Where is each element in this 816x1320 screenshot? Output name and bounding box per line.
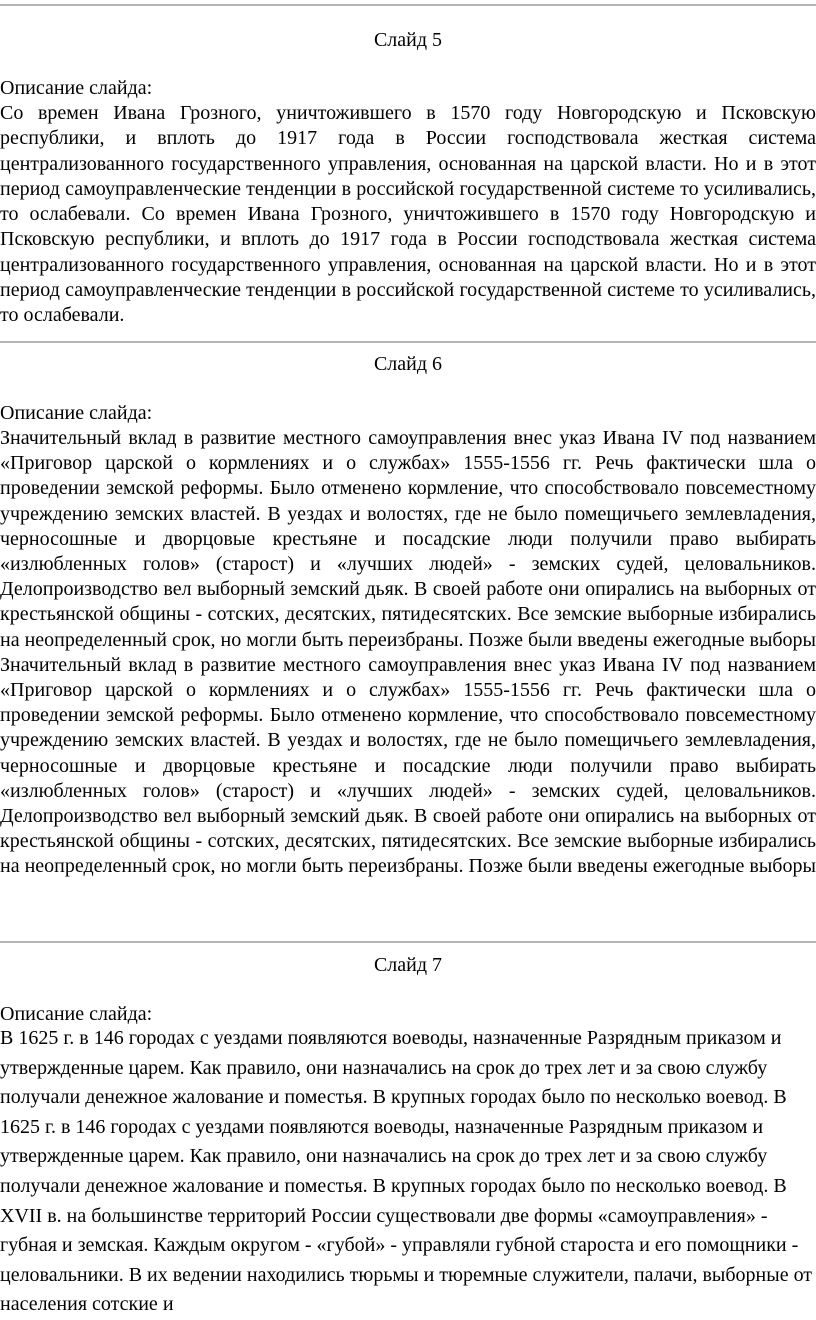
slide-description-text: В 1625 г. в 146 городах с уездами появляются воеводы, назначенные Разрядным приказом и утвержденные царем. Как правило, они назначались на срок до трех лет и за свою службу получали денежное жалование и поместья. В крупных городах было по несколько воевод. В 1625 г. в 146 городах с уездами появляются воеводы, назначенные Разрядным приказом и утвержденные царем. Как правило, они назначались на срок до трех лет и за свою службу получали денежное жалование и поместья. В крупных городах было по несколько воевод. В XVII в. на большинстве территорий России существовали две формы «самоуправления» - губная и земская. Каждым округом - «губой» - управляли губной староста и его помощники - целовальники. В их ведении находились тюрьмы и тюремные служители, палачи, выборные от населения сотские и [0, 1027, 813, 1316]
slide-description-text: Со времен Ивана Грозного, уничтожившего в 1570 году Новгородскую и Псковскую республики, и вплоть до 1917 года в России господствовала жесткая система централизованного государственного управления, основанная на царской власти. Но и в этот период самоуправленческие тенденции в российской государственной системе то усиливались, то ослабевали. Со времен Ивана Грозного, уничтожившего в 1570 году Новгородскую и Псковскую республики, и вплоть до 1917 года в России господствовала жесткая система централизованного государственного управления, основанная на царской власти. Но и в этот период самоуправленческие тенденции в российской государственной системе то усиливались, то ослабевали. [0, 102, 816, 327]
slide-divider [0, 4, 816, 6]
description-label: Описание слайда: [0, 402, 153, 424]
description-label: Описание слайда: [0, 1003, 153, 1025]
slide-title: Слайд 6 [373, 353, 443, 375]
slide-title: Слайд 7 [373, 954, 443, 976]
slide-divider [0, 341, 816, 343]
slide-title: Слайд 5 [373, 29, 443, 51]
slide-description-text: Значительный вклад в развитие местного самоуправления внес указ Ивана IV под названием «Приговор царской о кормлениях и о службах» 1555-1556 гг. Речь фактически шла о проведении земской реформы. Было отменено кормление, что способствовало повсеместному учреждению земских властей. В уездах и волостях, где не было помещичьего землевладения, черносошные и дворцовые крестьяне и посадские люди получили право выбирать «излюбленных голов» (старост) и «лучших людей» - земских судей, целовальников. Делопроизводство вел выборный земский дьяк. В своей работе они опирались на выборных от крестьянской общины - сотских, десятских, пятидесятских. Все земские выборные избирались на неопределенный срок, но могли быть переизбраны. Позже были введены ежегодные выборы Значительный вклад в развитие местного самоуправления внес указ Ивана IV под названием «Приговор царской о кормлениях и о службах» 1555-1556 гг. Речь фактически шла о проведении земской реформы. Было отменено кормление, что способствовало повсеместному учреждению земских властей. В уездах и волостях, где не было помещичьего землевладения, черносошные и дворцовые крестьяне и посадские люди получили право выбирать «излюбленных голов» (старост) и «лучших людей» - земских судей, целовальников. Делопроизводство вел выборный земский дьяк. В своей работе они опирались на выборных от крестьянской общины - сотских, десятских, пятидесятских. Все земские выборные избирались на неопределенный срок, но могли быть переизбраны. Позже были введены ежегодные выборы [0, 427, 816, 878]
slide-divider [0, 941, 816, 943]
description-label: Описание слайда: [0, 77, 153, 99]
